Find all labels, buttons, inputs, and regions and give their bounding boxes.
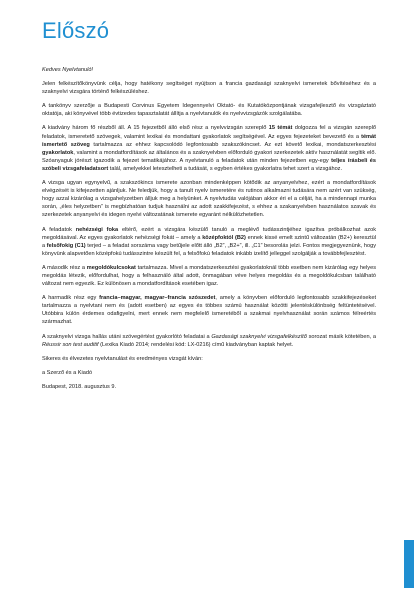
greeting xyxy=(42,66,376,74)
text-run: , valamint a mondatfordítások az általános és a szaknyelvben előforduló gyakori szerkezetek aktív használatát segítik elő. Szóanyaguk jórészt igazodik a fejezet tematikájához. A nyelvtanuló a feladatok után minden fejezetben egy-egy xyxy=(42,149,376,164)
paragraph-author: A tankönyv szerzője a Budapesti Corvinus Egyetem Idegennyelvi Oktató- és Kutatóközpontjának vizsgafejlesztő és vizsgáztató oktatója, aki könyvével több évtizedes tapasztalatát állítja a nyelvtanulók és nyelvvizsgázók szolgálatába. xyxy=(42,103,376,118)
text-run: terjed – a feladat sorszáma vagy betűjele előtt álló „B2”, „B2+”, ill. „C1” besorolás jelzi. Fontos megjegyeznünk, hogy könyvünk alapvetően középfokú tudásszintre készült fel, a felsőfokú feladatok inkább izelítő jelleggel szolgálják a továbbfejlesztést. xyxy=(42,242,376,257)
paragraph-answer-key xyxy=(42,264,376,288)
text-run: A második rész a xyxy=(42,264,87,271)
emphasis: középfoktól (B2) xyxy=(202,234,246,241)
text-run: , amely a könyvben előforduló legfontosabb szakkifejezéseket tartalmazza a nyelvtani nem és (adott esetben) az egyes és többes számú használat közötti jelentéskülönbség feltüntetésével. Utóbbira külön érdemes odafigyelni, mert ennek nem megfelelő ismeretéből a szakmai nyelvhasználat során számos félreértés származhat. xyxy=(42,295,376,326)
emphasis: nehézségi foka xyxy=(75,226,119,233)
paragraph-glossary xyxy=(42,294,376,326)
text-run: ennek kissé emelt szintű változatán (B2+) keresztül a xyxy=(42,234,376,249)
text-run: eltérő, ezért a vizsgára készülő tanuló a meglévő tudásszintjéhez igazítva próbálkozhat azok megoldásával. Az egyes gyakorlatok nehézségi fokát – amely a xyxy=(42,226,377,241)
emphasis: témát ismertető szöveg xyxy=(42,133,376,148)
emphasis: gyakorlatok xyxy=(42,149,74,156)
text-run: A harmadik rész egy xyxy=(42,295,100,302)
date-line: Budapest, 2018. augusztus 9. xyxy=(42,383,117,390)
emphasis: teljes írásbeli és szóbeli vizsgafeladatsort xyxy=(42,157,376,172)
paragraph-structure xyxy=(42,124,376,173)
greeting-text: Kedves Nyelvtanuló! xyxy=(42,67,93,73)
text-run: A szaknyelvi vizsga hallás utáni szövegértést gyakorlótó feladatai a xyxy=(42,333,212,340)
text-run: A feladatok xyxy=(42,226,76,233)
text-run: A kiadvány három fő részből áll. A 15 fejezetből álló első rész a nyelvvizsgán szereplő xyxy=(42,125,269,132)
signature: a Szerző és a Kiadó xyxy=(42,369,93,376)
page-edge-tab xyxy=(404,540,414,588)
preface-body xyxy=(42,66,376,397)
text-run: talál, amelyekkel letesztelheti a tudását, s egyben értékes gyakorlatra tehet szert a vizsgához. xyxy=(108,165,343,172)
text-run: tartalmazza. Mivel a mondatszerkesztési gyakorlatoknál több esetben nem kizárólag egy helyes megoldás létezik, előfordulhat, hogy a felhasználó által adott, önmagában véve helyes megoldás és a megoldókulcsban található változat nem egyezik. Ez különösen a mondatfordítások esetében igaz. xyxy=(42,264,376,288)
emphasis: francia–magyar, magyar–francia szószedet xyxy=(99,295,216,302)
paragraph-purpose: Jelen felkészítőkönyvünk célja, hogy hatékony segítséget nyújtson a francia gazdasági szaknyelvi ismeretek bővítéséhez és a szaknyelvi vizsgára történő felkészüléshez. xyxy=(42,81,376,96)
emphasis: megoldókulcsokat xyxy=(86,264,136,271)
text-run: dolgozza fel a vizsgán szereplő feladatok, ismeretető szövegek, valamint lexikai és mondattani gyakorlatok segítségével. Az egyes fejezeteket bevezető és a xyxy=(42,125,376,140)
emphasis: felsőfokig (C1) xyxy=(46,242,86,249)
text-run: (Lexika Kiadó 2014; rendelési kód: LX-0216) című kiadványban kaptak helyet. xyxy=(98,341,294,348)
paragraph-translation: A vizsga ugyan egynyelvű, a szakszókincs ismerete azonban mindenképpen kötődik az anyanyelvhez, ezért a mondatfordítások elvégzését is kifejezetten ajánljuk. Ne feledjük, hogy a tanult nyelv ismeretére és rutinos alkalmazni tudására nem azért van szükség, hogy azzal kizárólag a vizsgahelyzetben álljuk meg a helyünket. A nyelvtudás valójában akkor éri el a célját, ha a mindennapi munka során, „éles helyzetben” is megbízhatóan tudjuk használni az adott szakkifejezést, s ehhez a szakanyelvben használatos szavak és szerkezetek anyanyelvi és idegen nyelvi változatának ismerete egyaránt nélkülözhetetlen. xyxy=(42,180,376,219)
paragraph-difficulty xyxy=(42,226,376,258)
book-title: Gazdasági szaknyelvi vizsgafelkészítő xyxy=(211,333,307,340)
text-run: tartalmazza az ehhez kapcsolódó legfontosabb szakszókincset. Az ezt követő lexikai, mondatszerkesztési xyxy=(89,141,376,148)
book-title: Réussir son test auditif xyxy=(42,341,99,348)
paragraph-listening xyxy=(42,333,376,349)
text-run: sorozat másik kötetében, a xyxy=(306,333,377,340)
closing-wish: Sikeres és élvezetes nyelvtanulást és eredményes vizsgát kíván: xyxy=(42,355,203,362)
page-title: Előszó xyxy=(42,18,110,43)
emphasis: 15 témát xyxy=(268,125,293,132)
